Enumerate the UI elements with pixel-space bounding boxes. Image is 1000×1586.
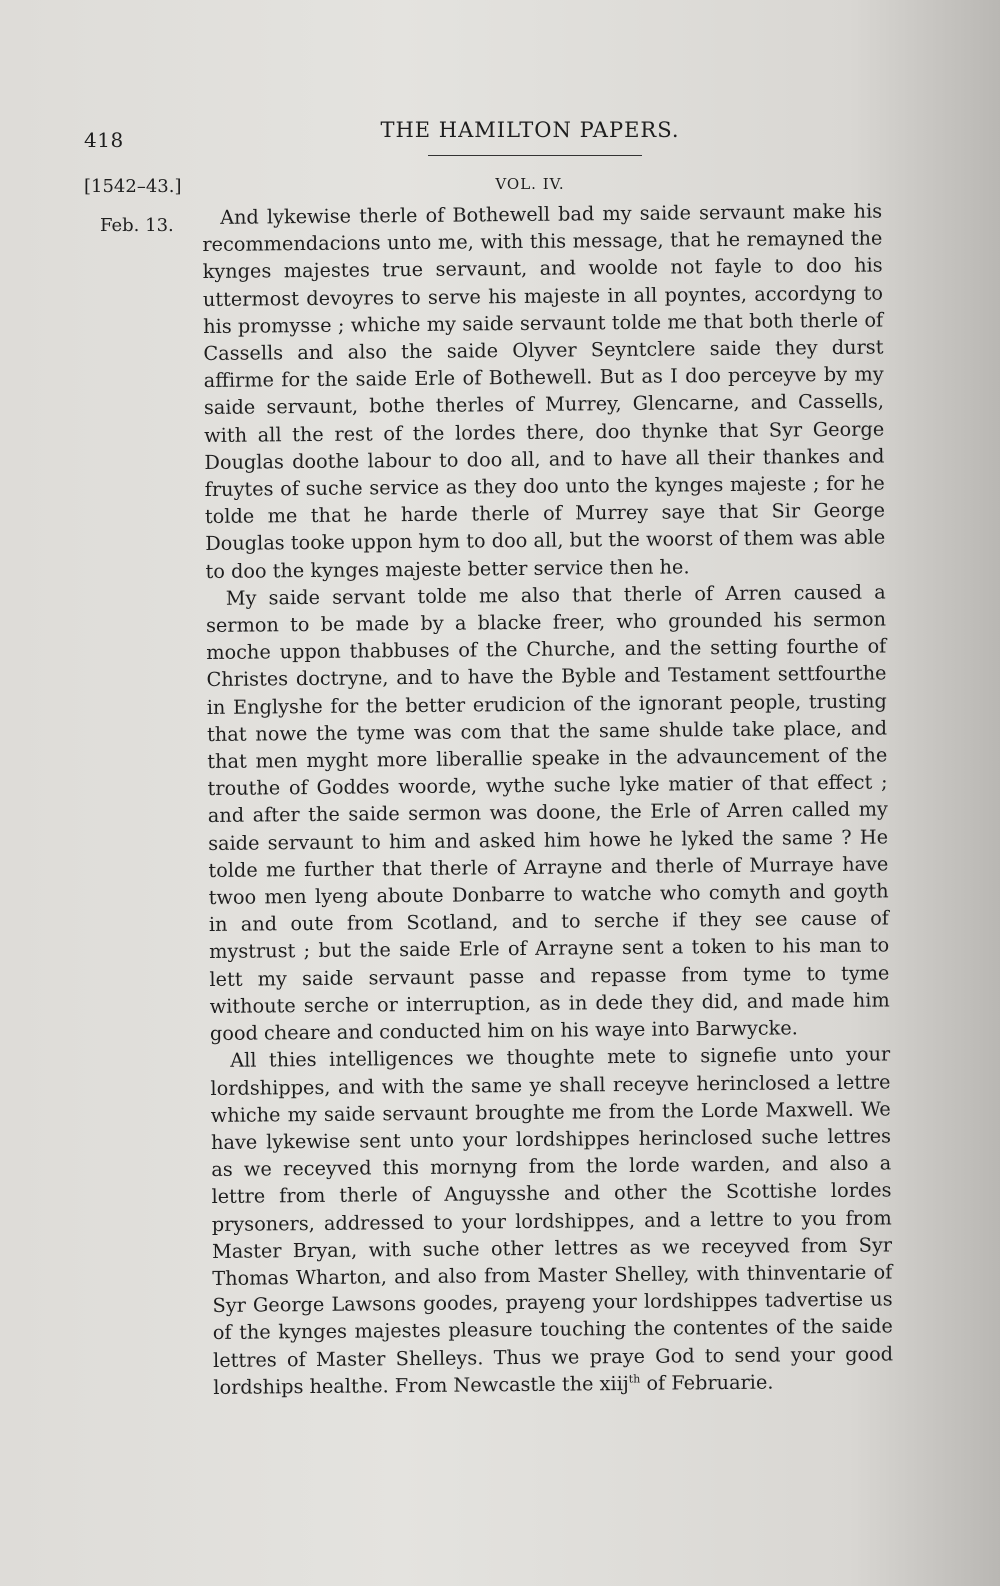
paragraph-1: And lykewise therle of Bothewell bad my saide servaunt make his recommendacions unto me, with this message, that he remayned the kynges majestes true servaunt, and woolde not fayle to doo his uttermost devoyres to serve his majeste in all poyntes, accordyng to his promysse ; whiche my saide servaunt tolde me that both therle of Cassells and also the saide Olyver Seyntclere saide they durst affirme for the saide Erle of Bothewell. But as I doo perceyve by my saide servaunt, bothe therles of Murrey, Glencarne, and Cassells, with all the rest of the lordes there, doo thynke that Syr George Douglas doothe labour to doo all, and to have all their thankes and fruytes of suche service as they doo unto the kynges majeste ; for he tolde me that he harde therle of Murrey saye that Sir George Douglas tooke uppon hym to doo all, but the woorst of them was able to doo the kynges majeste better service then he.: [202, 199, 886, 583]
paragraph-3: [210, 1041, 893, 1401]
margin-date: Feb. 13.: [100, 215, 174, 236]
paragraph-3-text: All thies intelligences we thoughte mete to signefie unto your lordshippes, and with the same ye shall receyve herinclosed a lettre whiche my saide servaunt broughte me from the Lorde Maxwell. We have lykewise sent unto your lordshippes herinclosed suche lettres as we receyved this mornyng from the lorde warden, and also a lettre from therle of Anguysshe and other the Scottishe lordes prysoners, addressed to your lordshippes, and a lettre to you from Master Bryan, with suche other lettres as we receyved from Syr Thomas Wharton, and also from Master Shelley, with thinventarie of Syr George Lawsons goodes, prayeng your lordshippes tadvertise us of the kynges majestes pleasure touching the contentes of the saide lettres of Master Shelleys. Thus we praye God to send your good lordships healthe. From Newcastle the xiij: [210, 1042, 894, 1399]
body-text: [202, 197, 893, 1400]
volume-label: VOL. IV.: [495, 175, 565, 193]
ordinal-superscript: th: [628, 1372, 641, 1386]
running-head: THE HAMILTON PAPERS.: [380, 118, 680, 142]
paragraph-2: My saide servant tolde me also that therle of Arren caused a sermon to be made by a blacke freer, who grounded his sermon moche uppon thabbuses of the Churche, and the setting fourthe of Christes doctryne, and to have the Byble and Testament settfourthe in Englyshe for the better erudicion of the ignorant people, trusting that nowe the tyme was com that the same shulde take place, and that men myght more liberallie speake in the advauncement of the trouthe of Goddes woorde, wythe suche lyke matier of that effect ; and after the saide sermon was doone, the Erle of Arren called my saide servaunt to him and asked him howe he lyked the same ? He tolde me further that therle of Arrayne and therle of Murraye have twoo men lyeng aboute Donbarre to watche who comyth and goyth in and oute from Scotland, and to serche if they see cause of mystrust ; but the saide Erle of Arrayne sent a token to his man to lett my saide servaunt passe and repasse from tyme to tyme withoute serche or interruption, as in dede they did, and made him good cheare and conducted him on his waye into Barwycke.: [205, 580, 890, 1046]
page-number: 418: [84, 128, 124, 152]
header-rule: [428, 155, 642, 156]
paragraph-3-ending: of Februarie.: [640, 1370, 774, 1395]
margin-year: [1542–43.]: [84, 176, 182, 197]
